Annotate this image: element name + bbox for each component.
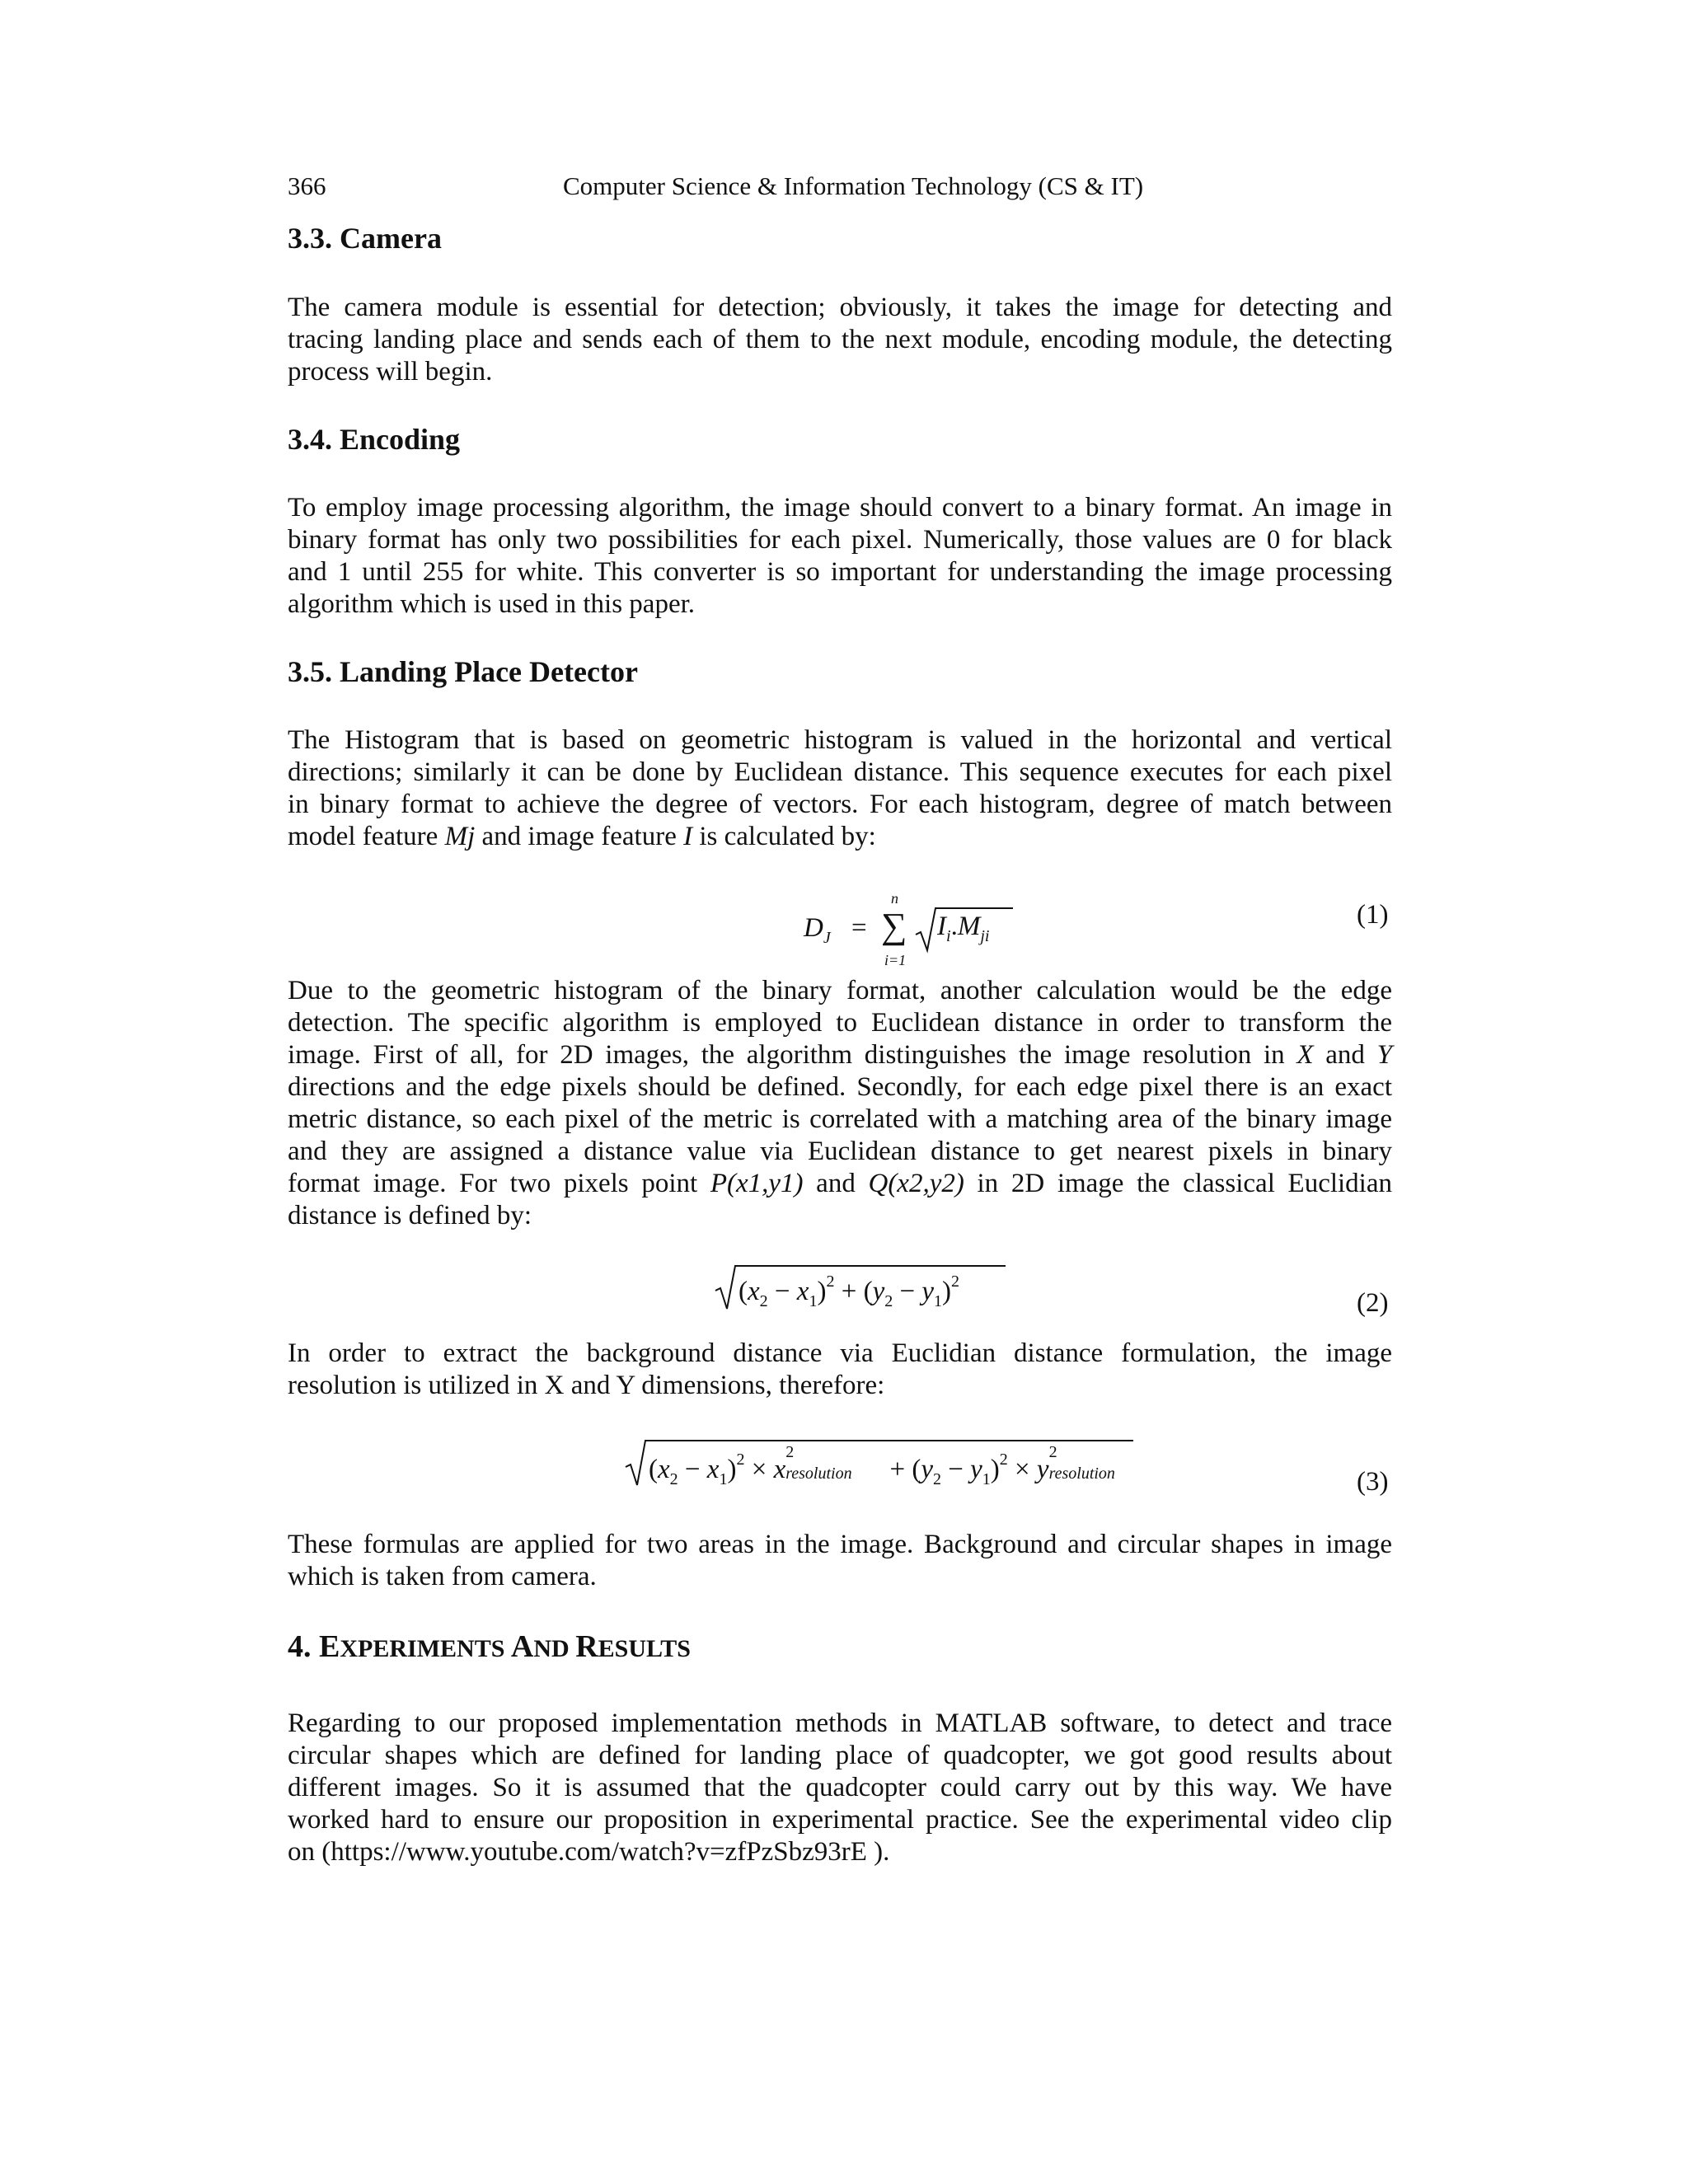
- running-header: Computer Science & Information Technology (CS & IT): [563, 171, 1144, 200]
- text-line: The Histogram that is based on geometric histogram is valued in the horizontal and vertical: [288, 725, 1392, 755]
- equation-number-2: (2): [1357, 1288, 1389, 1318]
- eq1-term: $I_i.M_{ji}$: [937, 912, 990, 945]
- text-line: on (https://www.youtube.com/watch?v=zfPzSbz93rE ).: [288, 1837, 890, 1867]
- paragraph-background: [288, 1338, 1392, 1402]
- text-line: process will begin.: [288, 357, 493, 387]
- text-line: circular shapes which are defined for landing place of quadcopter, we got good results about: [288, 1741, 1392, 1770]
- text-line: model feature Mj and image feature I is calculated by:: [288, 822, 876, 851]
- text-line: Due to the geometric histogram of the binary format, another calculation would be the edge: [288, 976, 1392, 1005]
- text-line: and they are assigned a distance value via Euclidean distance to get nearest pixels in binary: [288, 1137, 1392, 1166]
- text-line: directions and the edge pixels should be defined. Secondly, for each edge pixel there is an exact: [288, 1072, 1392, 1102]
- equation-number-3: (3): [1357, 1467, 1389, 1497]
- eq1-sum-lower: i=1: [884, 952, 907, 968]
- equation-number-1: (1): [1357, 900, 1389, 930]
- equation-2: [714, 1259, 1010, 1317]
- paragraph-encoding: [288, 492, 1392, 621]
- text-line: directions; similarly it can be done by Euclidean distance. This sequence executes for each pixel: [288, 757, 1392, 787]
- text-line: different images. So it is assumed that the quadcopter could carry out by this way. We have: [288, 1773, 1392, 1802]
- text-line: In order to extract the background distance via Euclidian distance formulation, the image: [288, 1338, 1392, 1368]
- text-line: binary format has only two possibilities for each pixel. Numerically, those values are 0 for black: [288, 525, 1392, 555]
- page-number: 366: [288, 171, 326, 200]
- section-heading-experiments: 4. EXPERIMENTS AND RESULTS: [288, 1629, 691, 1664]
- text-line: detection. The specific algorithm is employed to Euclidean distance in order to transform the: [288, 1008, 1392, 1038]
- eq1-sum-symbol: ∑: [881, 906, 907, 946]
- equation-3: [624, 1434, 1135, 1500]
- section-heading-camera: 3.3. Camera: [288, 222, 442, 255]
- text-line: image. First of all, for 2D images, the algorithm distinguishes the image resolution in X and Y: [288, 1040, 1393, 1070]
- paragraph-landing: [288, 724, 1392, 853]
- eq1-lhs: $D_J$: [804, 913, 831, 947]
- section-heading-encoding: 3.4. Encoding: [288, 423, 461, 456]
- text-line: and 1 until 255 for white. This converter is so important for understanding the image processing: [288, 557, 1392, 587]
- text-line: in binary format to achieve the degree of vectors. For each histogram, degree of match between: [288, 790, 1392, 819]
- eq2-expression: $(x_2 - x_1)^2 + (y_2 - y_1)^2$: [738, 1272, 959, 1310]
- text-line: distance is defined by:: [288, 1201, 532, 1230]
- eq1-sum-upper: n: [891, 890, 898, 907]
- paragraph-experiments: [288, 1708, 1392, 1868]
- paragraph-formulas: [288, 1529, 1392, 1593]
- text-line: which is taken from camera.: [288, 1562, 597, 1591]
- section-heading-landing: 3.5. Landing Place Detector: [288, 655, 638, 688]
- eq3-expression: $(x_2 - x_1)^2 \times x$ 2 resolution + $(y_2 - y_1)^2 \times y$ 2 resolution: [649, 1443, 1115, 1488]
- text-line: Regarding to our proposed implementation methods in MATLAB software, to detect and trace: [288, 1708, 1392, 1738]
- text-line: These formulas are applied for two areas in the image. Background and circular shapes in image: [288, 1530, 1392, 1559]
- text-line: worked hard to ensure our proposition in experimental practice. See the experimental video clip: [288, 1805, 1392, 1835]
- text-line: The camera module is essential for detection; obviously, it takes the image for detecting and: [288, 293, 1392, 322]
- text-line: tracing landing place and sends each of them to the next module, encoding module, the detecting: [288, 325, 1392, 354]
- paragraph-camera: [288, 292, 1392, 388]
- text-line: resolution is utilized in X and Y dimensions, therefore:: [288, 1371, 885, 1400]
- text-line: To employ image processing algorithm, the image should convert to a binary format. An image in: [288, 493, 1392, 523]
- equation-1: [804, 890, 1018, 989]
- text-line: format image. For two pixels point P(x1,y1) and Q(x2,y2) in 2D image the classical Euclidian: [288, 1169, 1392, 1198]
- text-line: metric distance, so each pixel of the metric is correlated with a matching area of the binary image: [288, 1104, 1392, 1134]
- paragraph-edge-detection: [288, 975, 1392, 1232]
- eq1-equals: =: [851, 913, 867, 943]
- text-line: algorithm which is used in this paper.: [288, 589, 696, 619]
